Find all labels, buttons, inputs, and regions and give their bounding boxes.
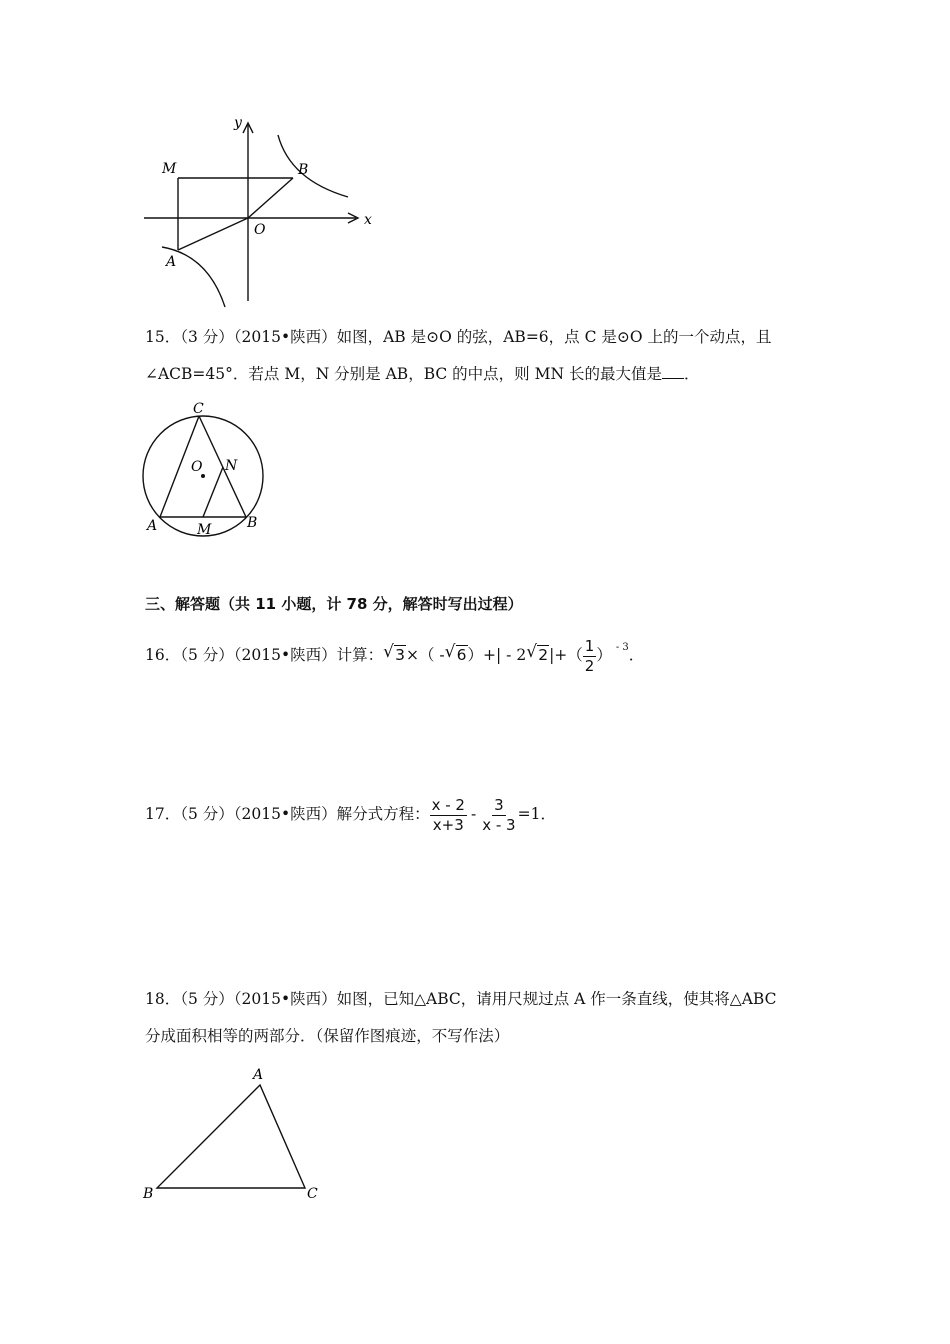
fraction-2: $\frac{3}{x - 3}$ xyxy=(482,795,516,834)
label-c: C xyxy=(193,401,204,417)
answer-blank[interactable] xyxy=(662,364,684,379)
q15-line2-text: ∠ACB=45°．若点 M，N 分别是 AB，BC 的中点，则 MN 长的最大值是 xyxy=(145,365,662,383)
q17-prefix: 17．（5 分）（2015•陕西）解分式方程： xyxy=(145,805,430,823)
label-b: B xyxy=(298,162,309,178)
triangle-abc xyxy=(157,1085,305,1188)
label-c: C xyxy=(307,1186,318,1202)
label-b: B xyxy=(247,515,258,531)
label-o: O xyxy=(191,459,203,475)
sqrt-2: √ 2 xyxy=(526,637,549,673)
segment-ao xyxy=(178,218,248,250)
q16 xyxy=(145,630,644,675)
q16-prefix: 16．（5 分）（2015•陕西）计算： xyxy=(145,646,384,664)
label-o: O xyxy=(254,222,266,238)
q16-plus: |+（ xyxy=(549,646,583,664)
q18-line2: 分成面积相等的两部分．（保留作图痕迹，不写作法） xyxy=(145,1027,510,1045)
label-a: A xyxy=(166,254,177,270)
q15-line2 xyxy=(145,364,699,384)
q17-end: =1． xyxy=(517,805,556,823)
label-y: y xyxy=(234,115,242,131)
segment-cb xyxy=(199,416,246,517)
q17-minus: - xyxy=(470,805,477,823)
coordinate-diagram xyxy=(130,105,380,315)
label-a: A xyxy=(253,1067,264,1083)
label-n: N xyxy=(225,458,238,474)
section-heading: 三、解答题（共 11 小题，计 78 分，解答时写出过程） xyxy=(145,595,523,613)
label-x: x xyxy=(364,212,372,228)
q18-line1: 18．（5 分）（2015•陕西）如图，已知△ABC，请用尺规过点 A 作一条直线，使其将△ABC xyxy=(145,990,777,1008)
q17 xyxy=(145,794,556,834)
figure-coordinate-hyperbola xyxy=(130,105,380,315)
label-m: M xyxy=(197,522,212,538)
fraction-one-half: $\frac{1}{2}$ xyxy=(584,636,595,675)
hyperbola-branch-upper xyxy=(278,135,348,197)
q16-close: ） xyxy=(596,646,612,664)
segment-mn xyxy=(203,467,223,517)
label-b: B xyxy=(143,1186,154,1202)
label-m: M xyxy=(162,161,177,177)
q16-times: ×（ - xyxy=(405,646,445,664)
label-a: A xyxy=(147,518,158,534)
figure-triangle-abc xyxy=(135,1060,335,1205)
q15-line2-end: ． xyxy=(683,365,700,383)
fraction-1: $\frac{x - 2}{x+3}$ xyxy=(431,795,465,834)
q16-mid: ）+| - 2 xyxy=(467,646,527,664)
segment-ob xyxy=(248,178,293,218)
sqrt-3: √ 3 xyxy=(383,637,406,673)
exponent: - 3 xyxy=(615,642,629,653)
q15-line1: 15．（3 分）（2015•陕西）如图，AB 是⊙O 的弦，AB=6，点 C 是⊙O 上的一个动点，且 xyxy=(145,328,772,346)
figure-circle-triangle xyxy=(135,398,285,543)
sqrt-6: √ 6 xyxy=(445,637,468,673)
circle-diagram xyxy=(135,398,285,543)
q16-end: ． xyxy=(628,646,645,664)
triangle-diagram xyxy=(135,1060,335,1205)
